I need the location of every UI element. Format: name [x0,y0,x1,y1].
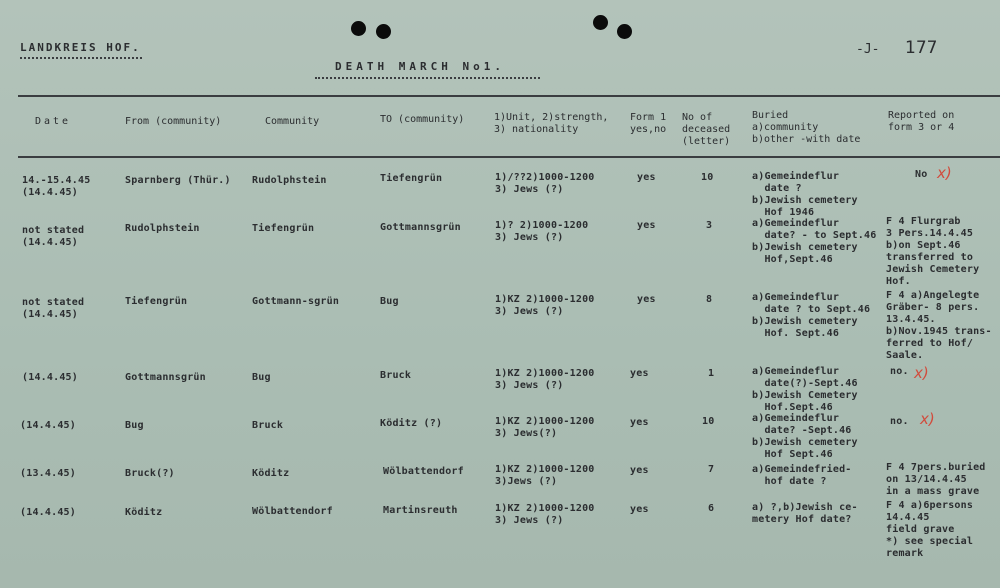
cell-reported: no. [890,416,909,427]
cell-buried: a)Gemeindeflur date? - to Sept.46 b)Jewish cemetery Hof,Sept.46 [752,218,877,265]
cell-unit: 1)/??2)1000-1200 3) Jews (?) [495,172,595,195]
punch-hole-right-2 [617,24,632,39]
page-number-prefix: -J- [856,42,880,57]
column-header-to: TO (community) [380,114,465,125]
cell-reported: F 4 a)Angelegte Gräber- 8 pers. 13.4.45. b)Nov.1945 trans- ferred to Hof/ Saale. [886,290,992,361]
cell-reported: F 4 a)6persons 14.4.45 field grave *) see special remark [886,500,974,559]
cell-buried: a) ?,b)Jewish ce- metery Hof date? [752,502,858,525]
cell-form1: yes [630,465,649,476]
cell-unit: 1)KZ 2)1000-1200 3) Jews (?) [495,368,595,391]
column-header-from: From (community) [125,116,222,127]
cell-to: Bruck [380,370,412,381]
title-underline [315,77,540,79]
cell-form1: yes [630,368,649,379]
cell-date: 14.-15.4.45 (14.4.45) [22,175,91,198]
column-header-deceased: No of deceased (letter) [682,112,731,147]
column-header-form1: Form 1 yes,no [630,112,667,135]
column-header-reported: Reported on form 3 or 4 [888,110,955,133]
cell-form1: yes [637,294,656,305]
cell-deceased: 3 [706,220,713,231]
punch-hole-left-1 [351,21,366,36]
cell-deceased: 10 [701,172,714,183]
column-header-date: Date [35,116,72,127]
cell-to: Gottmannsgrün [380,222,461,233]
cell-unit: 1)KZ 2)1000-1200 3) Jews(?) [495,416,595,439]
cell-deceased: 8 [706,294,713,305]
cell-buried: a)Gemeindeflur date? -Sept.46 b)Jewish cemetery Hof Sept.46 [752,413,858,460]
column-header-unit: 1)Unit, 2)strength, 3) nationality [494,112,609,135]
cell-unit: 1)KZ 2)1000-1200 3)Jews (?) [495,464,595,487]
landkreis-underline [20,57,142,59]
landkreis-heading: LANDKREIS HOF. [20,41,141,54]
column-header-community: Community [265,116,320,127]
cell-deceased: 6 [708,503,715,514]
cell-from: Köditz [125,507,163,518]
cell-form1: yes [637,220,656,231]
cell-from: Gottmannsgrün [125,372,206,383]
cell-reported: no. [890,366,909,377]
cell-community: Bug [252,372,271,383]
cell-from: Tiefengrün [125,296,188,307]
cell-deceased: 10 [702,416,715,427]
red-x-mark: x) [920,410,935,428]
cell-date: (14.4.45) [20,420,76,431]
cell-buried: a)Gemeindeflur date(?)-Sept.46 b)Jewish Cemetery Hof.Sept.46 [752,366,858,413]
cell-to: Martinsreuth [383,505,458,516]
cell-to: Wölbattendorf [383,466,464,477]
cell-to: Köditz (?) [380,418,443,429]
punch-hole-right-1 [593,15,608,30]
column-header-buried: Buried a)community b)other -with date [752,110,861,145]
punch-hole-left-2 [376,24,391,39]
cell-date: (14.4.45) [22,372,78,383]
cell-date: (13.4.45) [20,468,76,479]
page-title: DEATH MARCH No1. [335,60,505,73]
table-header-rule [18,156,1000,158]
cell-community: Köditz [252,468,290,479]
cell-deceased: 7 [708,464,715,475]
cell-buried: a)Gemeindeflur date ? b)Jewish cemetery Hof 1946 [752,171,858,218]
cell-buried: a)Gemeindefried- hof date ? [752,464,852,487]
cell-to: Tiefengrün [380,173,443,184]
cell-from: Rudolphstein [125,223,200,234]
cell-form1: yes [630,504,649,515]
cell-unit: 1)KZ 2)1000-1200 3) Jews (?) [495,503,595,526]
cell-to: Bug [380,296,399,307]
cell-community: Tiefengrün [252,223,315,234]
cell-form1: yes [637,172,656,183]
cell-deceased: 1 [708,368,715,379]
cell-community: Gottmann-sgrün [252,296,340,307]
cell-unit: 1)? 2)1000-1200 3) Jews (?) [495,220,589,243]
cell-from: Bruck(?) [125,468,175,479]
table-top-rule [18,95,1000,97]
cell-form1: yes [630,417,649,428]
cell-reported: F 4 Flurgrab 3 Pers.14.4.45 b)on Sept.46 transferred to Jewish Cemetery Hof. [886,216,980,287]
red-x-mark: x) [914,364,929,382]
cell-unit: 1)KZ 2)1000-1200 3) Jews (?) [495,294,595,317]
cell-buried: a)Gemeindeflur date ? to Sept.46 b)Jewish cemetery Hof. Sept.46 [752,292,871,339]
cell-from: Bug [125,420,144,431]
cell-community: Wölbattendorf [252,506,333,517]
cell-date: (14.4.45) [20,507,76,518]
cell-reported: F 4 7pers.buried on 13/14.4.45 in a mass grave [886,462,986,497]
cell-community: Bruck [252,420,284,431]
cell-date: not stated (14.4.45) [22,225,85,248]
page-number: 177 [905,38,938,58]
cell-community: Rudolphstein [252,175,327,186]
cell-from: Sparnberg (Thür.) [125,175,231,186]
red-x-mark: x) [937,164,952,182]
cell-date: not stated (14.4.45) [22,297,85,320]
cell-reported: No [915,169,928,180]
